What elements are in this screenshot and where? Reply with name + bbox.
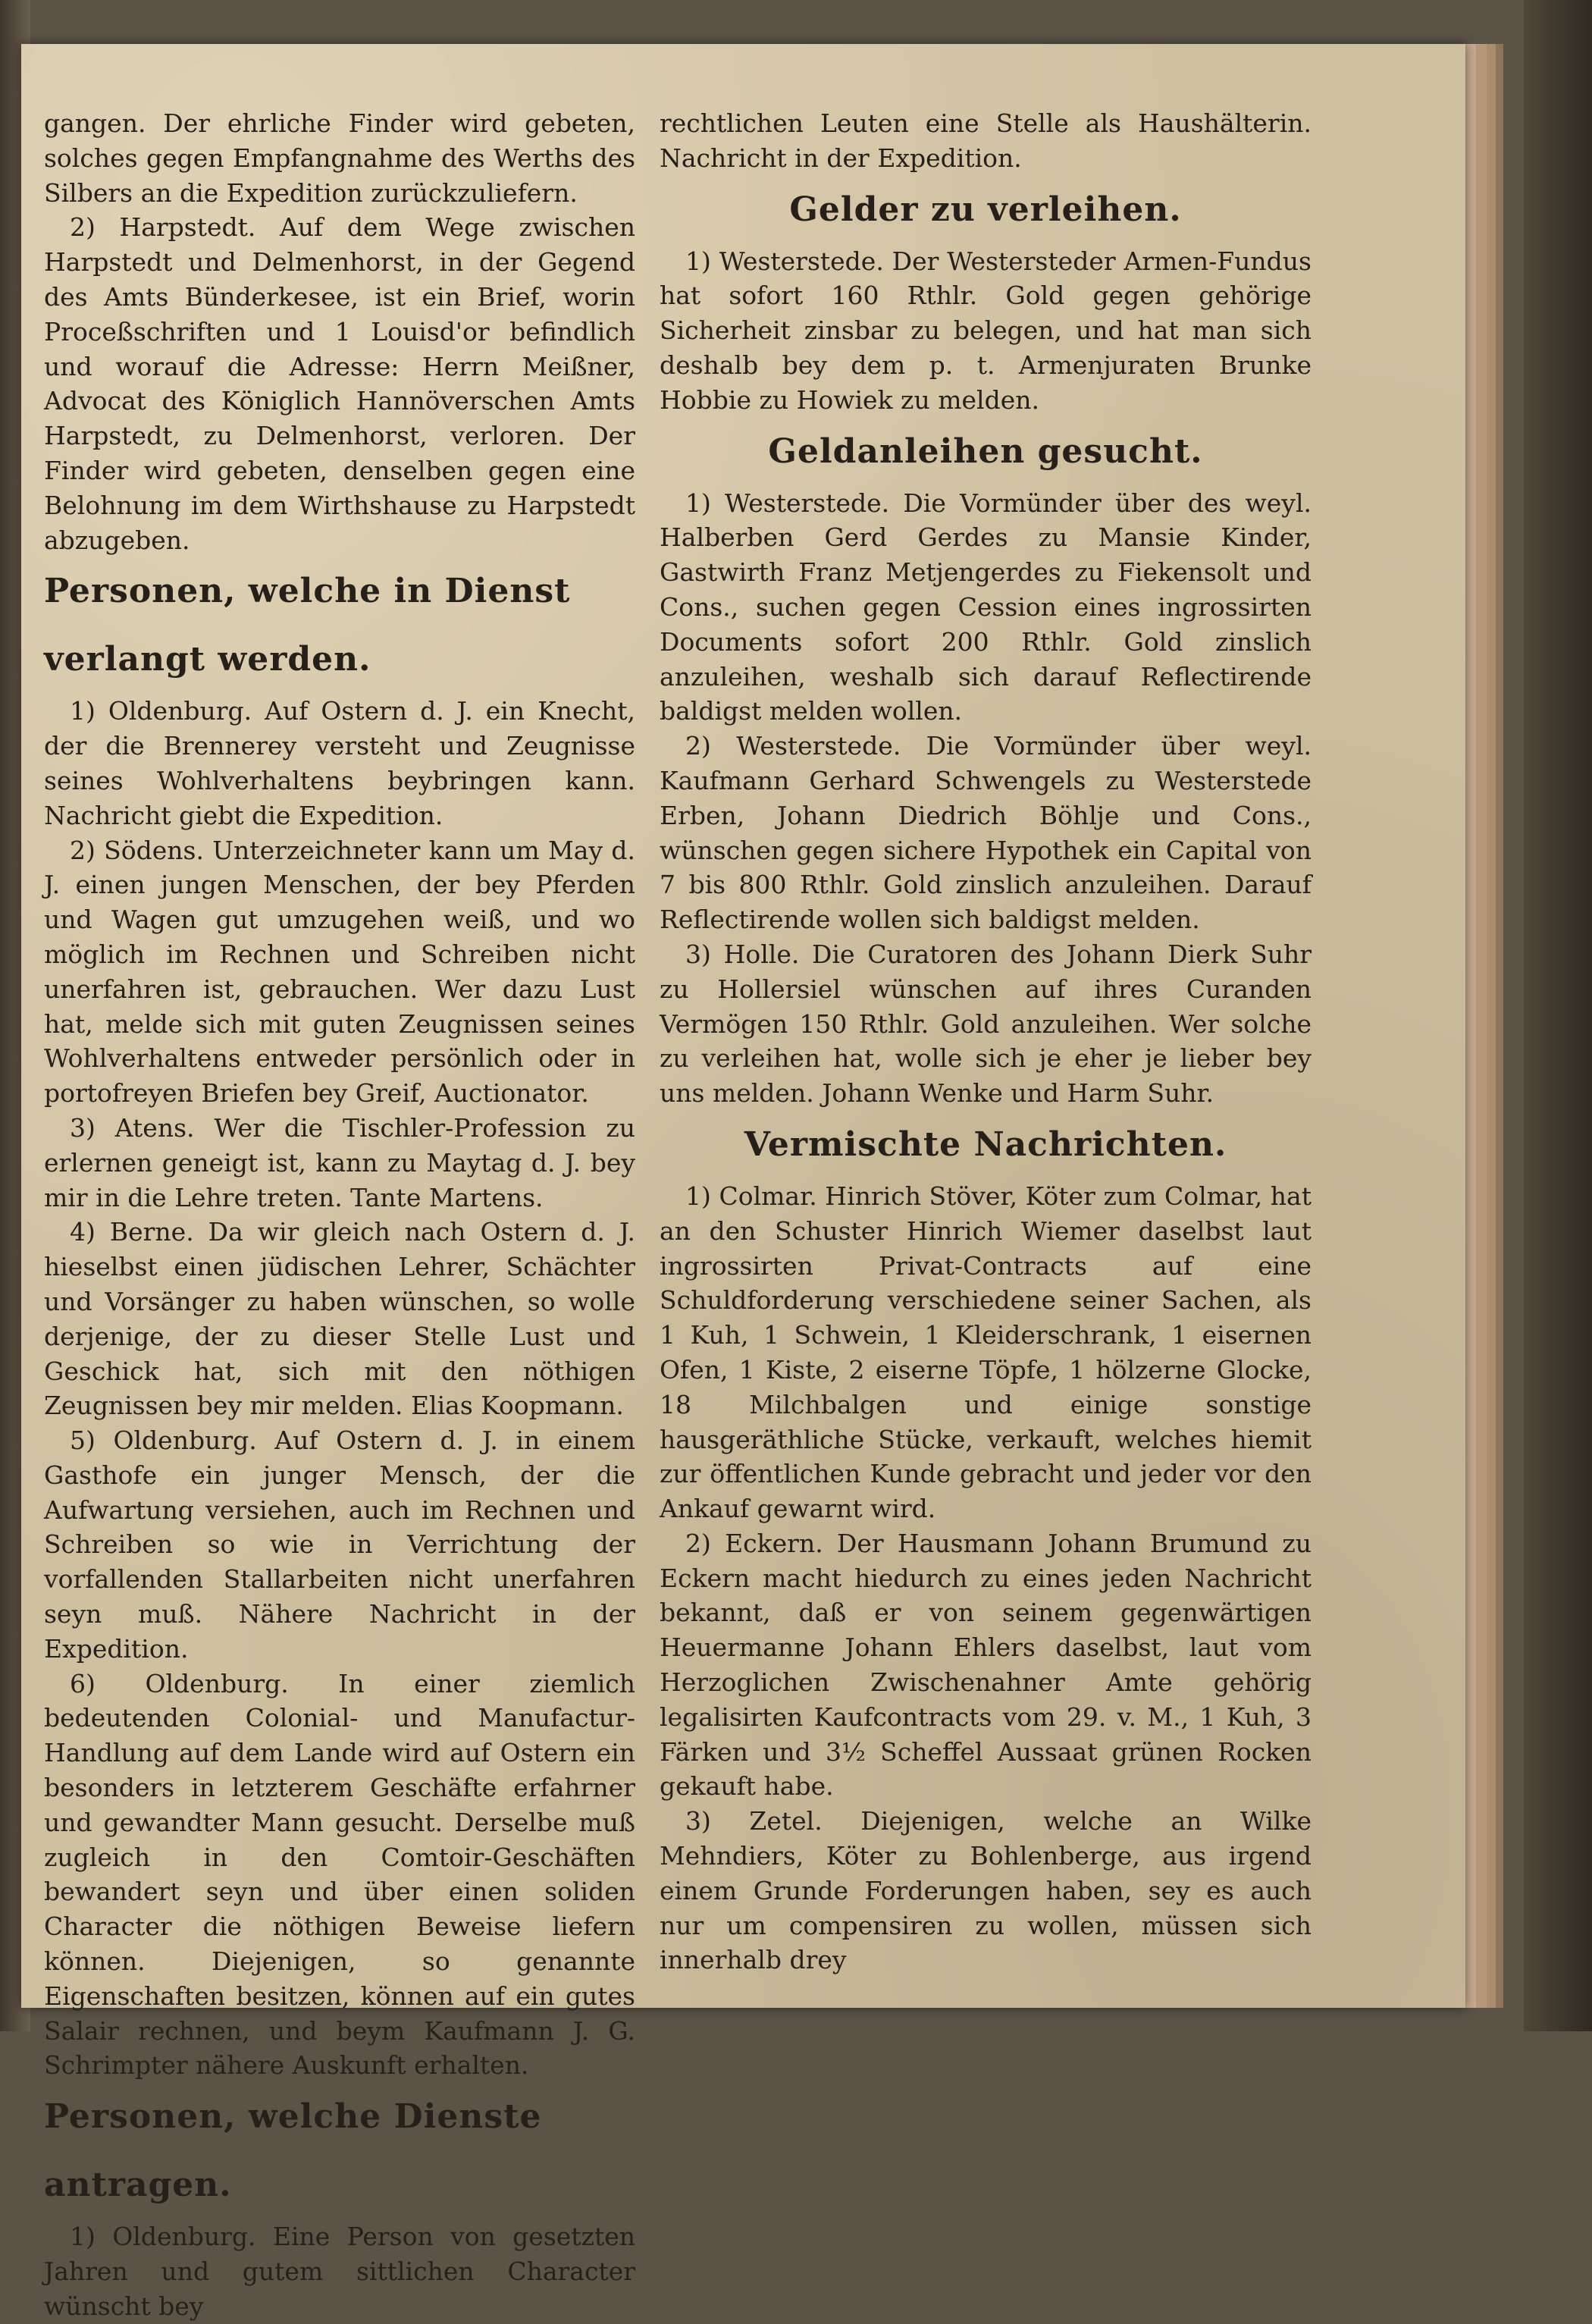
job-listing: 1) Oldenburg. Auf Ostern d. J. ein Knecht, der die Brennerey versteht und Zeugnisse seines Wohlverhaltens beybringen kann. Nachricht giebt die Expedition. bbox=[44, 696, 635, 830]
book-binding-right bbox=[1524, 0, 1592, 2031]
service-offer-continuation: rechtlichen Leuten eine Stelle als Haushälterin. Nachricht in der Expedition. bbox=[660, 108, 1312, 173]
section-heading-miscellaneous: Vermischte Nachrichten. bbox=[744, 1124, 1227, 1164]
page-edge bbox=[1476, 44, 1487, 2008]
misc-notice: 1) Colmar. Hinrich Stöver, Köter zum Colmar, hat an den Schuster Hinrich Wiemer daselbst laut ingrossirten Privat-Contracts auf eine Schuldforderung verschiedene seiner Sachen, als 1 Kuh, 1 Schwein, 1 Kleiderschrank, 1 eisernen Ofen, 1 Kiste, 2 eiserne Töpfe, 1 hölzerne Glocke, 18 Milchbalgen und einige sonstige hausgeräthliche Stücke, verkauft, welches hiemit zur öffentlichen Kunde gebracht und jeder vor den Ankauf gewarnt wird. bbox=[660, 1181, 1312, 1524]
job-listing: 4) Berne. Da wir gleich nach Ostern d. J. hieselbst einen jüdischen Lehrer, Schächter und Vorsänger zu haben wünschen, so wolle derjenige, der zu dieser Stelle Lust und Geschick hat, sich mit den nöthigen Zeugnissen bey mir melden. Elias Koopmann. bbox=[44, 1217, 635, 1421]
right-column bbox=[660, 106, 1312, 1977]
lost-letter-notice: 2) Harpstedt. Auf dem Wege zwischen Harpstedt und Delmenhorst, in der Gegend des Amts Bünderkesee, ist ein Brief, worin Proceßschriften und 1 Louisd'or befindlich und worauf die Adresse: Herrn Meißner, Advocat des Königlich Hannöverschen Amts Harpstedt, zu Delmenhorst, verloren. Der Finder wird gebeten, denselben gegen eine Belohnung im dem Wirthshause zu Harpstedt abzugeben. bbox=[44, 212, 635, 555]
loan-request: 3) Holle. Die Curatoren des Johann Dierk Suhr zu Hollersiel wünschen auf ihres Curanden Vermögen 150 Rthlr. Gold anzuleihen. Wer solche zu verleihen hat, wolle sich je eher je lieber bey uns melden. Johann Wenke und Harm Suhr. bbox=[660, 939, 1312, 1109]
section-heading-loans-sought: Geldanleihen gesucht. bbox=[768, 431, 1203, 471]
left-column bbox=[44, 106, 635, 2324]
misc-notice: 2) Eckern. Der Hausmann Johann Brumund zu Eckern macht hiedurch zu eines jeden Nachricht bekannt, daß er von seinem gegenwärtigen Heuermanne Johann Ehlers daselbst, laut vom Herzoglichen Zwischenahner Amte gehörig legalisirten Kaufcontracts vom 29. v. M., 1 Kuh, 3 Färken und 3½ Scheffel Aussaat grünen Rocken gekauft habe. bbox=[660, 1528, 1312, 1802]
loan-request: 2) Westerstede. Die Vormünder über weyl. Kaufmann Gerhard Schwengels zu Westerstede Erben, Johann Diedrich Böhlje und Cons., wünschen gegen sichere Hypothek ein Capital von 7 bis 800 Rthlr. Gold zinslich anzuleihen. Darauf Reflectirende wollen sich baldigst melden. bbox=[660, 731, 1312, 935]
job-listing: 5) Oldenburg. Auf Ostern d. J. in einem Gasthofe ein junger Mensch, der die Aufwartung versiehen, auch im Rechnen und Schreiben so wie in Verrichtung der vorfallenden Stallarbeiten nicht unerfahren seyn muß. Nähere Nachricht in der Expedition. bbox=[44, 1425, 635, 1664]
job-listing: 2) Södens. Unterzeichneter kann um May d. J. einen jungen Menschen, der bey Pferden und Wagen gut umzugehen weiß, und wo möglich im Rechnen und Schreiben nicht unerfahren ist, gebrauchen. Wer dazu Lust hat, melde sich mit guten Zeugnissen seines Wohlverhaltens entweder persönlich oder in portofreyen Briefen bey Greif, Auctionator. bbox=[44, 835, 635, 1109]
page-edge bbox=[1496, 44, 1503, 2008]
page-edge bbox=[1465, 44, 1476, 2008]
job-listing: 6) Oldenburg. In einer ziemlich bedeutenden Colonial- und Manufactur-Handlung auf dem Lande wird auf Ostern ein besonders in letzterem Geschäfte erfahrner und gewandter Mann gesucht. Derselbe muß zugleich in den Comtoir-Geschäften bewandert seyn und über einen soliden Character die nöthigen Beweise liefern können. Diejenigen, so genannte Eigenschaften besitzen, können auf ein gutes Salair rechnen, und beym Kaufmann J. G. Schrimpter nähere Auskunft erhalten. bbox=[44, 1668, 635, 2081]
page-edge bbox=[1487, 44, 1496, 2008]
section-heading-jobs-wanted: Personen, welche in Dienst verlangt werden. bbox=[44, 572, 571, 679]
loan-request: 1) Westerstede. Die Vormünder über des weyl. Halberben Gerd Gerdes zu Mansie Kinder, Gastwirth Franz Metjengerdes zu Fiekensolt und Cons., suchen gegen Cession eines ingrossirten Documents sofort 200 Rthlr. Gold zinslich anzuleihen, weshalb sich darauf Reflectirende baldigst melden wollen. bbox=[660, 488, 1312, 726]
service-offer: 1) Oldenburg. Eine Person von gesetzten Jahren und gutem sittlichen Character wünscht bey bbox=[44, 2222, 635, 2321]
lending-notice: 1) Westerstede. Der Westersteder Armen-Fundus hat sofort 160 Rthlr. Gold gegen gehörige Sicherheit zinsbar zu belegen, und hat man sich deshalb bey dem p. t. Armenjuraten Brunke Hobbie zu Howiek zu melden. bbox=[660, 246, 1312, 415]
misc-notice: 3) Zetel. Diejenigen, welche an Wilke Mehndiers, Köter zu Bohlenberge, aus irgend einem Grunde Forderungen haben, sey es auch nur um compensiren zu wollen, müssen sich innerhalb drey bbox=[660, 1806, 1312, 1975]
section-heading-services-offered: Personen, welche Dienste antragen. bbox=[44, 2097, 542, 2205]
job-listing: 3) Atens. Wer die Tischler-Profession zu erlernen geneigt ist, kann zu Maytag d. J. bey mir in die Lehre treten. Tante Martens. bbox=[44, 1112, 635, 1212]
section-heading-money-to-lend: Gelder zu verleihen. bbox=[789, 190, 1182, 229]
lost-item-notice-end: gangen. Der ehrliche Finder wird gebeten, solches gegen Empfangnahme des Werths des Silbers an die Expedition zurückzuliefern. bbox=[44, 108, 635, 208]
